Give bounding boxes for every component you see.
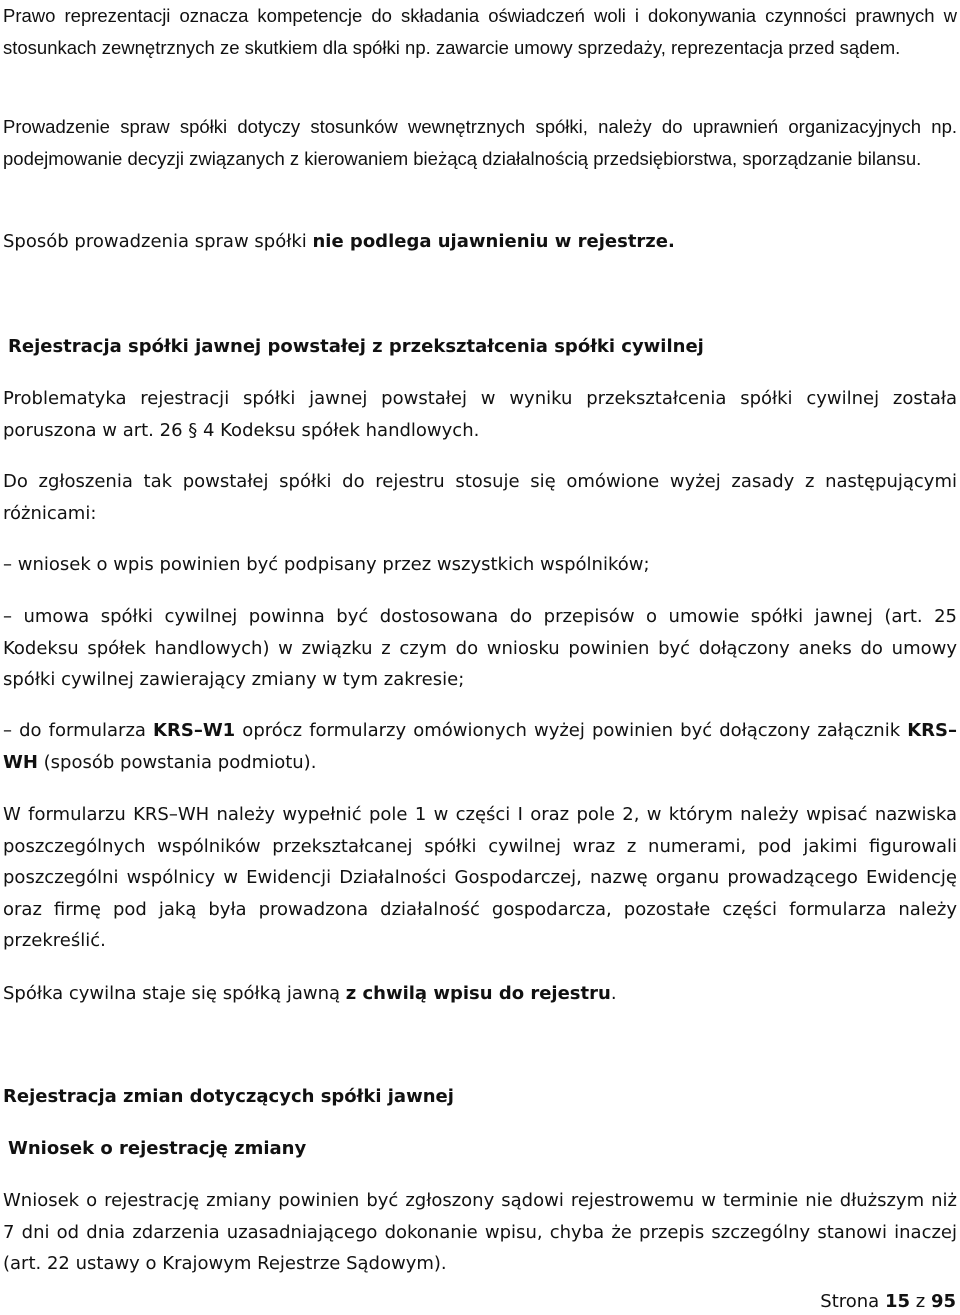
paragraph-representation: Prawo reprezentacji oznacza kompetencje do składania oświadczeń woli i dokonywania czynności prawnych w stosunkach zewnętrznych ze skutkiem dla spółki np. zawarcie umowy sprzedaży, reprezentacja przed sądem. [3, 5, 957, 58]
paragraph-krs-wh-form: W formularzu KRS–WH należy wypełnić pole 1 w części I oraz pole 2, w którym należy wpisać nazwiska poszczególnych wspólników przekształcanej spółki cywilnej wraz z numerami, pod jakimi figurowali poszczególni wspólnicy w Ewidencji Działalności Gospodarczej, nazwę organu prowadzącego Ewidencję oraz firmę pod jaką była prowadzona działalność gospodarcza, pozostałe części formularza należy przekreślić. [3, 804, 957, 951]
form-code-krs-wh: KRS–WH [3, 720, 958, 773]
form-code-krs-w1: KRS–W1 [153, 720, 236, 741]
list-item-forms: – do formularza KRS–W1 oprócz formularzy omówionych wyżej powinien być dołączony załącznik KRS–WH (sposób powstania podmiotu). [3, 720, 958, 773]
list-item-agreement: – umowa spółki cywilnej powinna być dostosowana do przepisów o umowie spółki jawnej (art. 25 Kodeksu spółek handlowych) w związku z czym do wniosku powinien być dołączony aneks do umowy spółki cywilnej zawierający zmiany w tym zakresie; [3, 606, 957, 690]
section-heading-transformation: Rejestracja spółki jawnej powstałej z przekształcenia spółki cywilnej [8, 336, 704, 357]
subheading-change-application: Wniosek o rejestrację zmiany [8, 1138, 307, 1159]
section-heading-changes: Rejestracja zmian dotyczących spółki jawnej [3, 1086, 454, 1107]
list-item-signatures: – wniosek o wpis powinien być podpisany przez wszystkich wspólników; [3, 554, 650, 575]
paragraph-conversion-moment: Spółka cywilna staje się spółką jawną z chwilą wpisu do rejestru. [3, 983, 617, 1004]
paragraph-change-deadline: Wniosek o rejestrację zmiany powinien być zgłoszony sądowi rejestrowemu w terminie nie dłuższym niż 7 dni od dnia zdarzenia uzasadniającego dokonanie wpisu, chyba że przepis szczególny stanowi inaczej (art. 22 ustawy o Krajowym Rejestrze Sądowym). [3, 1190, 957, 1274]
paragraph-management-disclosure: Sposób prowadzenia spraw spółki nie podlega ujawnieniu w rejestrze. [3, 231, 675, 252]
paragraph-transformation-intro: Problematyka rejestracji spółki jawnej powstałej w wyniku przekształcenia spółki cywilnej została poruszona w art. 26 § 4 Kodeksu spółek handlowych. [3, 388, 957, 441]
bold-phrase: z chwilą wpisu do rejestru [345, 983, 611, 1004]
page-number: Strona 15 z 95 [820, 1291, 956, 1312]
paragraph-transformation-differences: Do zgłoszenia tak powstałej spółki do rejestru stosuje się omówione wyżej zasady z następującymi różnicami: [3, 471, 957, 524]
bold-phrase: nie podlega ujawnieniu w rejestrze. [312, 231, 675, 252]
paragraph-management: Prowadzenie spraw spółki dotyczy stosunków wewnętrznych spółki, należy do uprawnień organizacyjnych np. podejmowanie decyzji związanych z kierowaniem bieżącą działalnością przedsiębiorstwa, sporządzanie bilansu. [3, 116, 957, 169]
